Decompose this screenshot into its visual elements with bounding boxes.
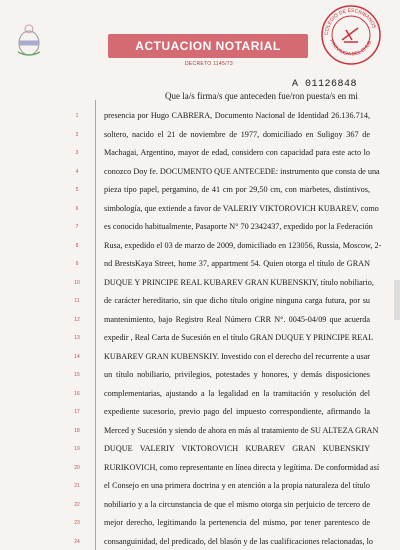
document-line: pieza tipo papel, pergamino, de 41 cm por 29,50 cm, con marbetes, distintivos, [104,185,370,194]
line-number: 12 [74,316,80,323]
document-line: de carácter hereditario, sin que dicho título origine ninguna carga futura, por su [104,296,370,305]
line-number: 9 [75,261,79,267]
line-number: 18 [74,427,80,434]
decreto-label: DECRETO 1145/73 [185,61,233,67]
colegio-escribanos-seal-icon [320,4,382,66]
line-number: 20 [74,464,80,471]
line-number: 14 [74,353,80,360]
document-line: mejor derecho, legitimando la pertenencia del mismo, por tener parentesco de [104,518,370,527]
line-number: 1 [75,113,79,119]
document-line: DUQUE Y PRINCIPE REAL KUBAREV GRAN KUBENSKIY, título nobiliario, [104,277,374,287]
document-line: es conocido habitualmente, Pasaporte N° 70 2342437, expedido por la Federación [104,222,373,231]
document-line: soltero, nacido el 21 de noviembre de 1977, domiciliado en Suligoy 367 de [104,129,370,139]
line-number: 11 [74,298,80,304]
document-line: mantenimiento, bajo Registro Real Número CRR N°. 0045-04/09 que acuerda [104,314,370,324]
line-number: 21 [74,483,80,489]
svg-text:COLEGIO DE ESCRIBANOS: COLEGIO DE ESCRIBANOS [323,7,377,36]
document-line: simbología, que extiende a favor de VALERIY VIKTOROVICH KUBAREV, como [104,203,379,213]
line-number: 17 [74,409,80,415]
document-line: RURIKOVICH, como representante en línea directa y legítima. De conformidad así [104,462,380,472]
serial-number: A 01126848 [292,79,358,90]
document-line: conozco Doy fe. DOCUMENTO QUE ANTECEDE: instrumento que consta de una [104,166,380,176]
argentina-coat-of-arms-icon [14,24,44,58]
document-line: complementarias, ajustando a la legalidad en la tramitación y resolución del [104,388,370,398]
document-line: KUBAREV GRAN KUBENSKIY. Investido con el derecho del recurrente a usar [104,351,370,361]
line-number: 19 [74,446,80,452]
line-number: 16 [74,390,80,397]
line-number: 8 [75,242,79,249]
document-line: nobiliario y a la circunstancia de que el mismo otorga sin perjuicio de tercero de [104,499,370,509]
firmas-statement: Que la/s firma/s que anteceden fue/ron puesta/s en mi [165,91,358,101]
line-number: 10 [74,279,80,286]
line-number: 3 [75,150,79,156]
actuacion-notarial-banner: ACTUACION NOTARIAL [108,34,308,58]
line-number: 6 [75,205,79,212]
document-line: Rusa, expedido el 03 de marzo de 2009, domiciliado en 123056, Russia, Moscow, 2- [104,240,382,250]
document-line: un título nobiliario, privilegios, potestades y honores, y demás disposiciones [104,370,370,379]
document-line: consanguinidad, del predicado, del blasón y de las cualificaciones relacionadas, lo [104,536,373,546]
line-number: 2 [75,131,79,138]
line-number: 4 [75,168,79,175]
line-number: 23 [74,520,80,526]
line-number: 24 [74,538,80,545]
document-line: DUQUE VALERIY VIKTOROVICH KUBAREV GRAN KUBENSKIY [104,444,370,453]
document-line: expedir , Real Carta de Sucesión en el título GRAN DUQUE Y PRINCIPE REAL [104,333,374,342]
document-line: expediente sucesorio, previo pago del impuesto correspondiente, afirmando la [104,407,370,416]
document-line: nd BrestsKaya Street, home 37, appartment 54. Quien otorga el título de GRAN [104,259,370,268]
page-edge [394,280,400,320]
line-number: 22 [74,501,80,508]
document-line: presencia por Hugo CABRERA, Documento Nacional de Identidad 26.136.714, [104,111,370,120]
line-number: 5 [75,187,79,193]
svg-text:PROVINCIA DEL CHUBUT: PROVINCIA DEL CHUB [328,38,374,58]
line-number: 13 [74,335,80,341]
line-number: 15 [74,372,80,378]
line-number: 7 [75,224,79,230]
document-line: Machagai, Argentino, mayor de edad, considero con capacidad para este acto lo [104,148,370,157]
document-line: el Consejo en una primera doctrina y en atención a la propia naturaleza del título [104,481,370,490]
document-line: Merced y Sucesión y siendo de ahora en más al tratamiento de SU ALTEZA GRAN [104,425,379,435]
margin-rule [95,100,96,550]
